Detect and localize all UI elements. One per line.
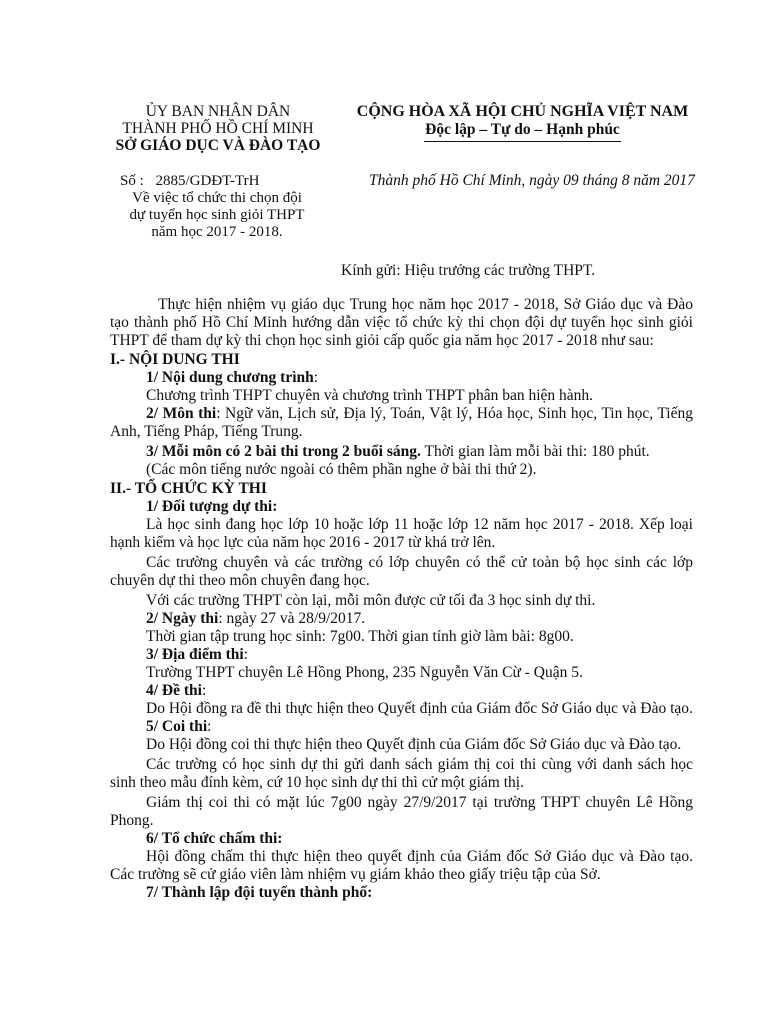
section-2-item-6-heading: 6/ Tổ chức chấm thi:	[146, 830, 283, 847]
national-motto: Độc lập – Tự do – Hạnh phúc	[425, 121, 620, 138]
subject-line-1: Về việc tổ chức thi chọn đội	[132, 190, 302, 206]
section-2-item-3-text: Trường THPT chuyên Lê Hồng Phong, 235 Nguyễn Văn Cừ - Quận 5.	[146, 664, 583, 681]
section-2-item-4-heading	[110, 682, 693, 700]
document-date: Thành phố Hồ Chí Minh, ngày 09 tháng 8 năm 2017	[369, 172, 695, 189]
subject-line-3: năm học 2017 - 2018.	[151, 224, 283, 240]
section-2-item-5-p1: Do Hội đồng coi thi thực hiện theo Quyết định của Giám đốc Sở Giáo dục và Đào tạo.	[146, 736, 682, 753]
item-text: : Ngữ văn, Lịch sử, Địa lý, Toán, Vật lý, Hóa học, Sinh học, Tin học, Tiếng Anh, Tiếng Pháp, Tiếng Trung.	[110, 405, 693, 440]
doc-number-value: 2885/GDĐT-TrH	[155, 173, 260, 189]
section-2-item-5-p2: Các trường có học sinh dự thi gửi danh sách giám thị coi thi cùng với danh sách học sinh theo mẫu đính kèm, cứ 10 học sinh dự thi thì cử một giám thị.	[110, 756, 693, 791]
national-title: CỘNG HÒA XÃ HỘI CHỦ NGHĨA VIỆT NAM	[356, 103, 689, 120]
item-text: Thời gian làm mỗi bài thi: 180 phút.	[420, 443, 650, 460]
section-2-item-5-p3: Giám thị coi thi có mặt lúc 7g00 ngày 27/9/2017 tại trường THPT chuyên Lê Hồng Phong.	[110, 794, 693, 829]
subject-line-2: dự tuyển học sinh giỏi THPT	[129, 207, 305, 223]
document-number	[120, 173, 259, 190]
section-2-item-4-text: Do Hội đồng ra đề thi thực hiện theo Quyết định của Giám đốc Sở Giáo dục và Đào tạo.	[146, 700, 693, 717]
section-1-item-1-heading	[110, 369, 693, 387]
item-heading: 4/ Đề thi	[146, 682, 202, 699]
section-2-item-3-heading	[110, 646, 693, 664]
national-motto-block	[350, 103, 695, 142]
item-heading: 1/ Nội dung chương trình	[146, 369, 314, 386]
issuer-line-3: SỞ GIÁO DỤC VÀ ĐÀO TẠO	[115, 137, 321, 154]
issuer-block	[88, 103, 348, 154]
section-2-title: II.- TỔ CHỨC KỲ THI	[110, 480, 267, 497]
item-heading: 3/ Địa điểm thi	[146, 646, 244, 663]
issuer-line-2: THÀNH PHỐ HỒ CHÍ MINH	[122, 120, 314, 137]
item-heading: 2/ Ngày thi	[146, 610, 219, 627]
section-2-item-1-p1: Là học sinh đang học lớp 10 hoặc lớp 11 hoặc lớp 12 năm học 2017 - 2018. Xếp loại hạnh kiểm và học lực của năm học 2016 - 2017 từ khá trở lên.	[110, 516, 693, 551]
doc-number-label: Số :	[120, 173, 144, 189]
item-heading: 2/ Môn thi	[146, 405, 217, 422]
document-subject	[108, 190, 326, 241]
document-body	[110, 296, 693, 902]
section-1-item-3-note: (Các môn tiếng nước ngoài có thêm phần nghe ở bài thi thứ 2).	[146, 461, 537, 478]
section-2-item-7-heading: 7/ Thành lập đội tuyển thành phố:	[146, 884, 373, 901]
section-2-item-5-heading	[110, 718, 693, 736]
recipient-line: Kính gửi: Hiệu trưởng các trường THPT.	[341, 262, 596, 279]
section-2-item-1-p2: Các trường chuyên và các trường có lớp chuyên có thể cử toàn bộ học sinh các lớp chuyên dự thi theo môn chuyên đang học.	[110, 554, 693, 589]
section-1-item-1-text: Chương trình THPT chuyên và chương trình THPT phân ban hiện hành.	[146, 387, 594, 404]
section-2-item-1-p3: Với các trường THPT còn lại, mỗi môn được cử tối đa 3 học sinh dự thi.	[146, 592, 596, 609]
item-text: : ngày 27 và 28/9/2017.	[218, 610, 366, 627]
motto-underline	[424, 141, 621, 142]
section-2-item-1-heading: 1/ Đối tượng dự thi:	[146, 498, 278, 515]
item-heading: 3/ Mỗi môn có 2 bài thi trong 2 buổi sáng.	[146, 443, 421, 460]
item-heading: 5/ Coi thi	[146, 718, 208, 735]
item-heading-colon: :	[313, 369, 319, 386]
section-2-item-2-p2: Thời gian tập trung học sinh: 7g00. Thời gian tính giờ làm bài: 8g00.	[146, 628, 574, 645]
item-heading-colon: :	[207, 718, 212, 735]
section-2-item-2-heading	[110, 610, 693, 628]
item-heading-colon: :	[243, 646, 249, 663]
item-heading-colon: :	[201, 682, 207, 699]
section-1-item-3	[110, 443, 693, 461]
section-1-item-2	[110, 405, 693, 441]
section-1-title: I.- NỘI DUNG THI	[110, 351, 240, 368]
intro-paragraph: Thực hiện nhiệm vụ giáo dục Trung học năm học 2017 - 2018, Sở Giáo dục và Đào tạo thành phố Hồ Chí Minh hướng dẫn việc tổ chức kỳ thi chọn đội dự tuyển học sinh giỏi THPT để tham dự kỳ thi chọn học sinh giỏi cấp quốc gia năm học 2017 - 2018 như sau:	[110, 296, 693, 349]
section-2-item-6-text: Hội đồng chấm thi thực hiện theo quyết định của Giám đốc Sở Giáo dục và Đào tạo. Các trường sẽ cử giáo viên làm nhiệm vụ giám khảo theo giấy triệu tập của Sở.	[110, 848, 693, 883]
issuer-line-1: ỦY BAN NHÂN DÂN	[145, 103, 291, 120]
